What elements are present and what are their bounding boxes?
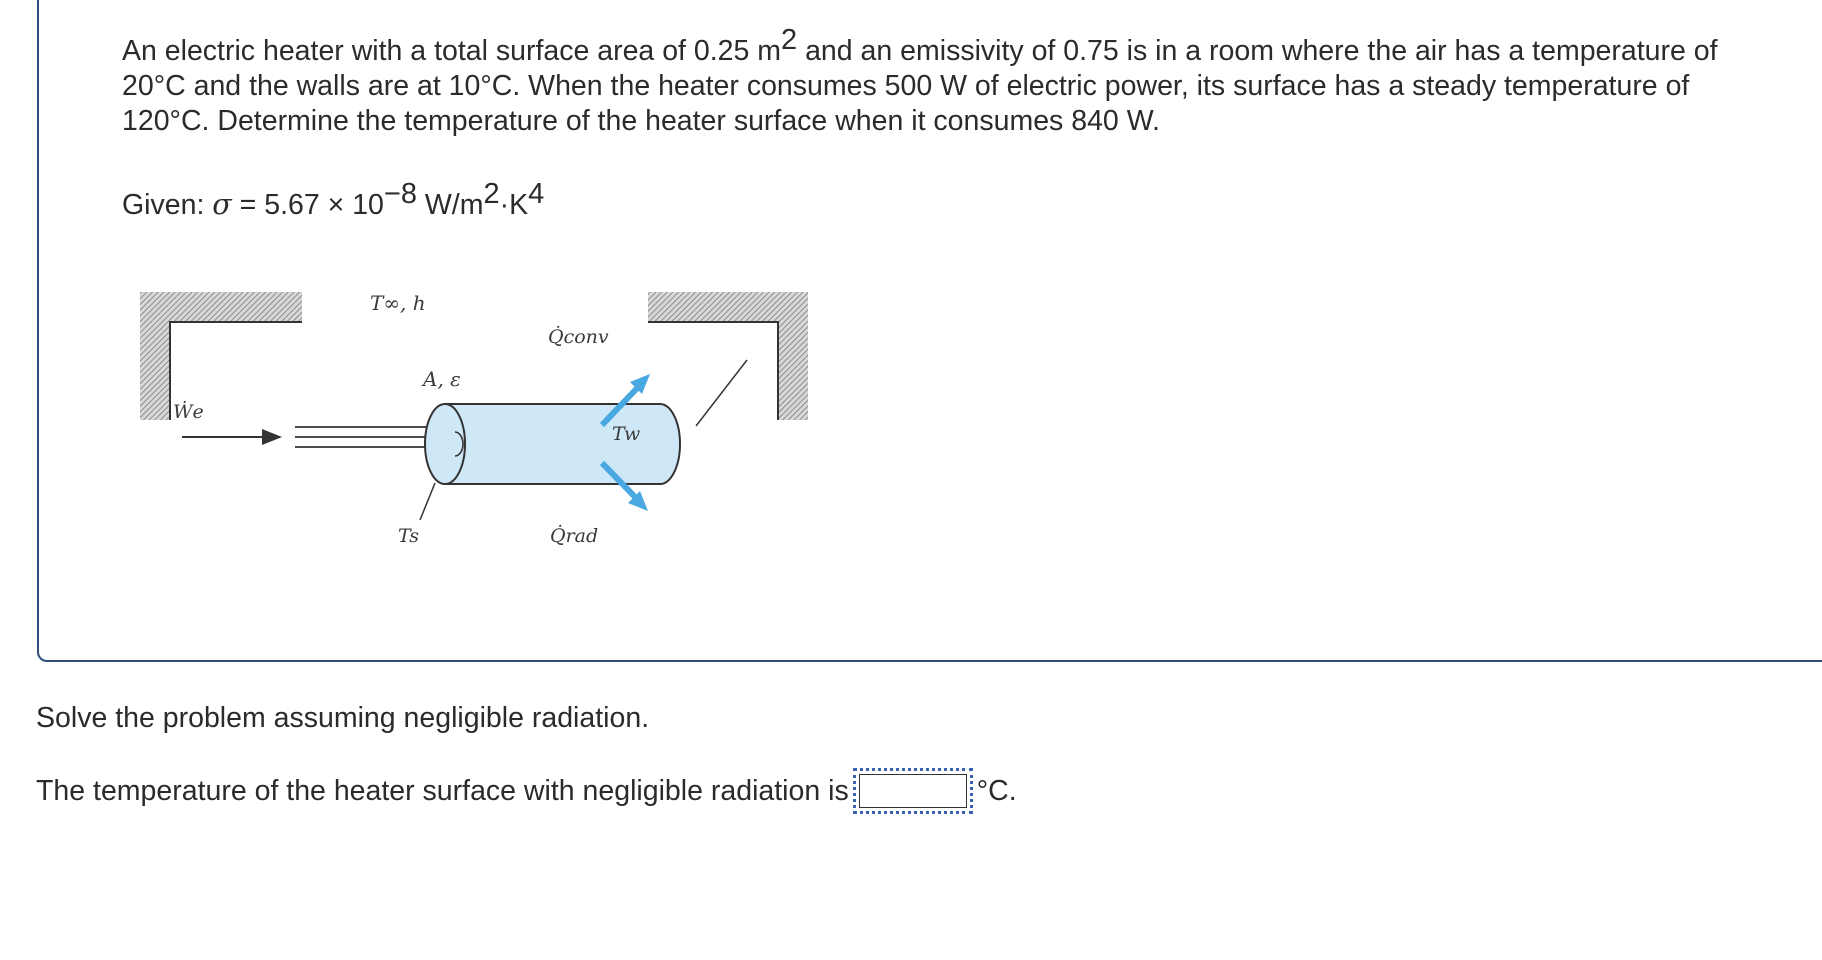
instruction-text: Solve the problem assuming negligible radiation. <box>36 702 650 734</box>
q-conv-label: Q̇conv <box>548 326 609 348</box>
area-emissivity-label: A, ε <box>423 367 461 391</box>
surface-temp-label: Ts <box>398 525 420 547</box>
answer-input[interactable] <box>859 774 967 808</box>
wall-temp-label: Tw <box>612 423 641 445</box>
given-constant <box>122 178 545 225</box>
left-wall <box>140 292 302 420</box>
given-unit-exp1: 2 <box>483 178 500 210</box>
problem-text-part1: An electric heater with a total surface area of 0.25 m <box>122 35 782 67</box>
tw-leader-line <box>696 360 747 426</box>
problem-statement <box>122 24 1782 139</box>
heater-cylinder <box>425 404 680 484</box>
ts-leader-line <box>420 483 435 520</box>
sigma-symbol: σ <box>212 188 232 221</box>
power-label: Ẇe <box>173 401 204 423</box>
heater-diagram <box>130 280 830 570</box>
answer-unit: °C. <box>976 775 1017 807</box>
problem-text-part2: and an emissivity of 0.75 is in a room where the air has a temperature of 20°C and the walls are at 10°C. When the heater consumes 500 W of electric power, its surface has a steady temperature of 120°C. Determine the temperature of the heater surface when it consumes 840 W. <box>122 35 1718 137</box>
area-exponent: 2 <box>781 24 798 56</box>
t-inf-h-label: T∞, h <box>370 291 426 315</box>
right-wall <box>648 292 808 420</box>
answer-row <box>36 768 1017 814</box>
given-label: Given: <box>122 189 213 221</box>
given-unit-part1: W/m <box>416 189 484 221</box>
q-rad-label: Q̇rad <box>550 525 599 547</box>
answer-focus-ring <box>853 768 973 814</box>
given-unit-part2: ·K <box>499 189 529 221</box>
given-exponent: −8 <box>383 178 417 210</box>
given-unit-exp2: 4 <box>528 178 545 210</box>
heater-wires <box>295 427 445 447</box>
given-value: = 5.67 × 10 <box>231 189 384 221</box>
answer-prompt: The temperature of the heater surface with negligible radiation is <box>36 775 849 807</box>
